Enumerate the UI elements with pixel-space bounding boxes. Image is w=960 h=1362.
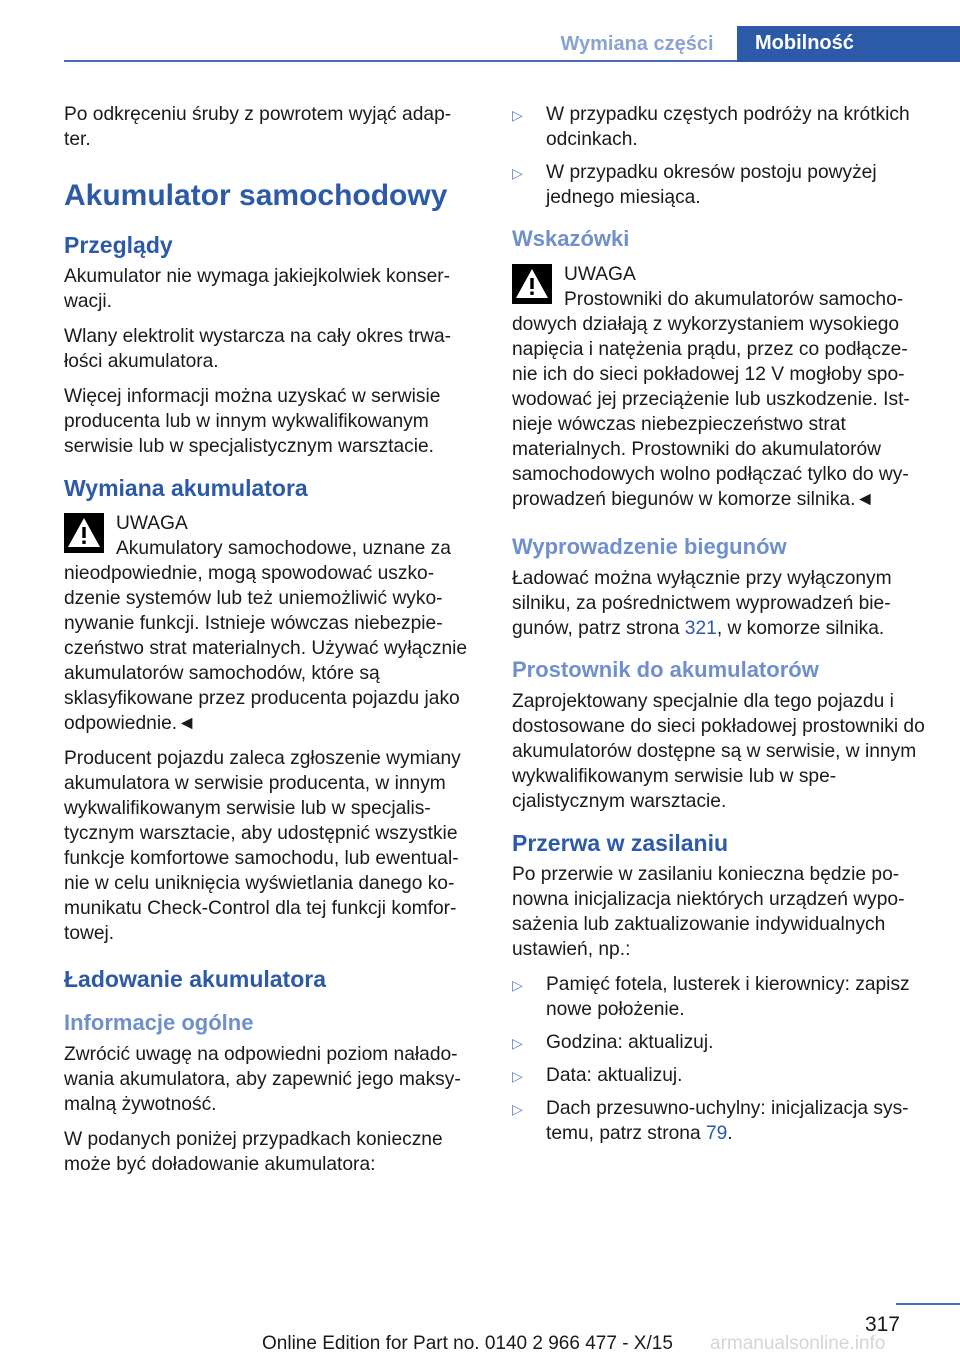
heading-terminals: Wyprowadzenie biegunów bbox=[512, 534, 787, 559]
warning-title: UWAGA bbox=[116, 513, 188, 534]
page-reference-link[interactable]: 79 bbox=[705, 1123, 728, 1144]
warning-title: UWAGA bbox=[564, 264, 636, 285]
warning-icon bbox=[512, 264, 552, 304]
list-item: ▷ W przypadku częstych podróży na krótkich odcinkach. bbox=[512, 104, 910, 150]
list-item: ▷ Data: aktualizuj. bbox=[512, 1063, 930, 1088]
intro-text: Po odkręceniu śruby z powrotem wyjąć adap‐ter. bbox=[64, 104, 452, 150]
watermark: armanualsonline.info bbox=[710, 1333, 886, 1354]
paragraph: W podanych poniżej przypadkach konieczne może być doładowanie akumulatora: bbox=[64, 1129, 443, 1175]
warning-text: Prostowniki do akumulatorów samocho‐dowych działają z wykorzystaniem wysokiego napięcia i natężenia prądu, przez co podłącze‐nie ich do sieci pokładowej 12 V mogłoby spo‐wodować jej przeciążenie lub uszkodzenie. Ist‐nieje wówczas niebezpieczeństwo strat materialnych. Prostowniki do akumulatorów samochodowych wolno podłączać tylko do wy‐prowadzeń biegunów w komorze silnika.◄ bbox=[512, 289, 910, 510]
paragraph: Producent pojazdu zaleca zgłoszenie wymiany akumulatora w serwisie producenta, w innym wykwalifikowanym serwisie lub w specjalis‐tycznym warsztacie, aby udostępnić wszystkie funkcje komfortowe samochodu, lub ewentual‐nie w celu uniknięcia wyświetlania danego ko‐munikatu Check-Control dla tej funkcji komfor‐towej. bbox=[64, 748, 461, 944]
triangle-bullet-icon: ▷ bbox=[512, 165, 523, 181]
list-item: ▷ Godzina: aktualizuj. bbox=[512, 1030, 930, 1055]
triangle-bullet-icon: ▷ bbox=[512, 1068, 523, 1084]
heading-general-info: Informacje ogólne bbox=[64, 1010, 254, 1035]
heading-notes: Wskazówki bbox=[512, 226, 630, 251]
bullet-list-conditions bbox=[512, 102, 930, 210]
paragraph: Więcej informacji można uzyskać w serwisie producenta lub w innym wykwalifikowanym serwisie lub w specjalistycznym warsztacie. bbox=[64, 386, 441, 457]
page-reference-link[interactable]: 321 bbox=[684, 618, 717, 639]
heading-charging: Ładowanie akumulatora bbox=[64, 966, 327, 992]
heading-charger: Prostownik do akumulatorów bbox=[512, 657, 819, 682]
list-item: ▷ Pamięć fotela, lusterek i kierownicy: zapisz nowe położenie. bbox=[512, 974, 910, 1020]
bullet-list-settings bbox=[512, 972, 930, 1146]
warning-text: Akumulatory samochodowe, uznane za nieodpowiednie, mogą spowodować uszko‐dzenie systemów lub też uniemożliwić wyko‐nywanie funkcji. Istnieje wówczas niebezpie‐czeństwo strat materialnych. Używać wyłącznie akumulatorów samochodów, które są sklasyfikowane przez producenta pojazdu jako odpowiednie.◄ bbox=[64, 538, 468, 734]
warning-box bbox=[64, 511, 476, 736]
header-section-tab[interactable]: Wymiana części bbox=[560, 33, 714, 55]
footer-rule bbox=[896, 1303, 960, 1305]
paragraph-terminals: Ładować można wyłącznie przy wyłączonym silniku, za pośrednictwem wyprowadzeń bie‐gunów, patrz strona 321, w komorze silnika. bbox=[512, 568, 892, 639]
paragraph: Zaprojektowany specjalnie dla tego pojazdu i dostosowane do sieci pokładowej prostowniki do akumulatorów dostępne są w serwisie, w innym wykwalifikowanym serwisie lub w spe‐cjalistycznym warsztacie. bbox=[512, 691, 925, 812]
page-number: 317 bbox=[864, 1313, 900, 1336]
triangle-bullet-icon: ▷ bbox=[512, 107, 523, 123]
triangle-bullet-icon: ▷ bbox=[512, 1035, 523, 1051]
paragraph: Po przerwie w zasilaniu konieczna będzie po‐nowna inicjalizacja niektórych urządzeń wypo‐sażenia lub zaktualizowanie indywidualnych ustawień, np.: bbox=[512, 864, 905, 960]
warning-icon bbox=[64, 513, 104, 553]
heading-battery: Akumulator samochodowy bbox=[64, 179, 448, 212]
triangle-bullet-icon: ▷ bbox=[512, 977, 523, 993]
right-column bbox=[512, 102, 930, 1154]
triangle-bullet-icon: ▷ bbox=[512, 1101, 523, 1117]
left-column bbox=[64, 102, 476, 1187]
heading-power-outage: Przerwa w zasilaniu bbox=[512, 830, 729, 856]
list-item: ▷ W przypadku okresów postoju powyżej jednego miesiąca. bbox=[512, 162, 877, 208]
header-chapter-tab[interactable]: Mobilność bbox=[737, 26, 960, 62]
paragraph: Zwrócić uwagę na odpowiedni poziom nałado‐wania akumulatora, aby zapewnić jego maksy‐malną żywotność. bbox=[64, 1044, 461, 1115]
warning-box bbox=[512, 262, 930, 512]
heading-inspections: Przeglądy bbox=[64, 232, 173, 258]
heading-replace-battery: Wymiana akumulatora bbox=[64, 475, 308, 501]
paragraph: Akumulator nie wymaga jakiejkolwiek konser‐wacji. bbox=[64, 266, 451, 312]
paragraph: Wlany elektrolit wystarcza na cały okres trwa‐łości akumulatora. bbox=[64, 326, 452, 372]
list-item: ▷ Dach przesuwno-uchylny: inicjalizacja sys‐temu, patrz strona 79. bbox=[512, 1098, 909, 1144]
edition-note: Online Edition for Part no. 0140 2 966 477 - X/15 bbox=[262, 1333, 673, 1354]
